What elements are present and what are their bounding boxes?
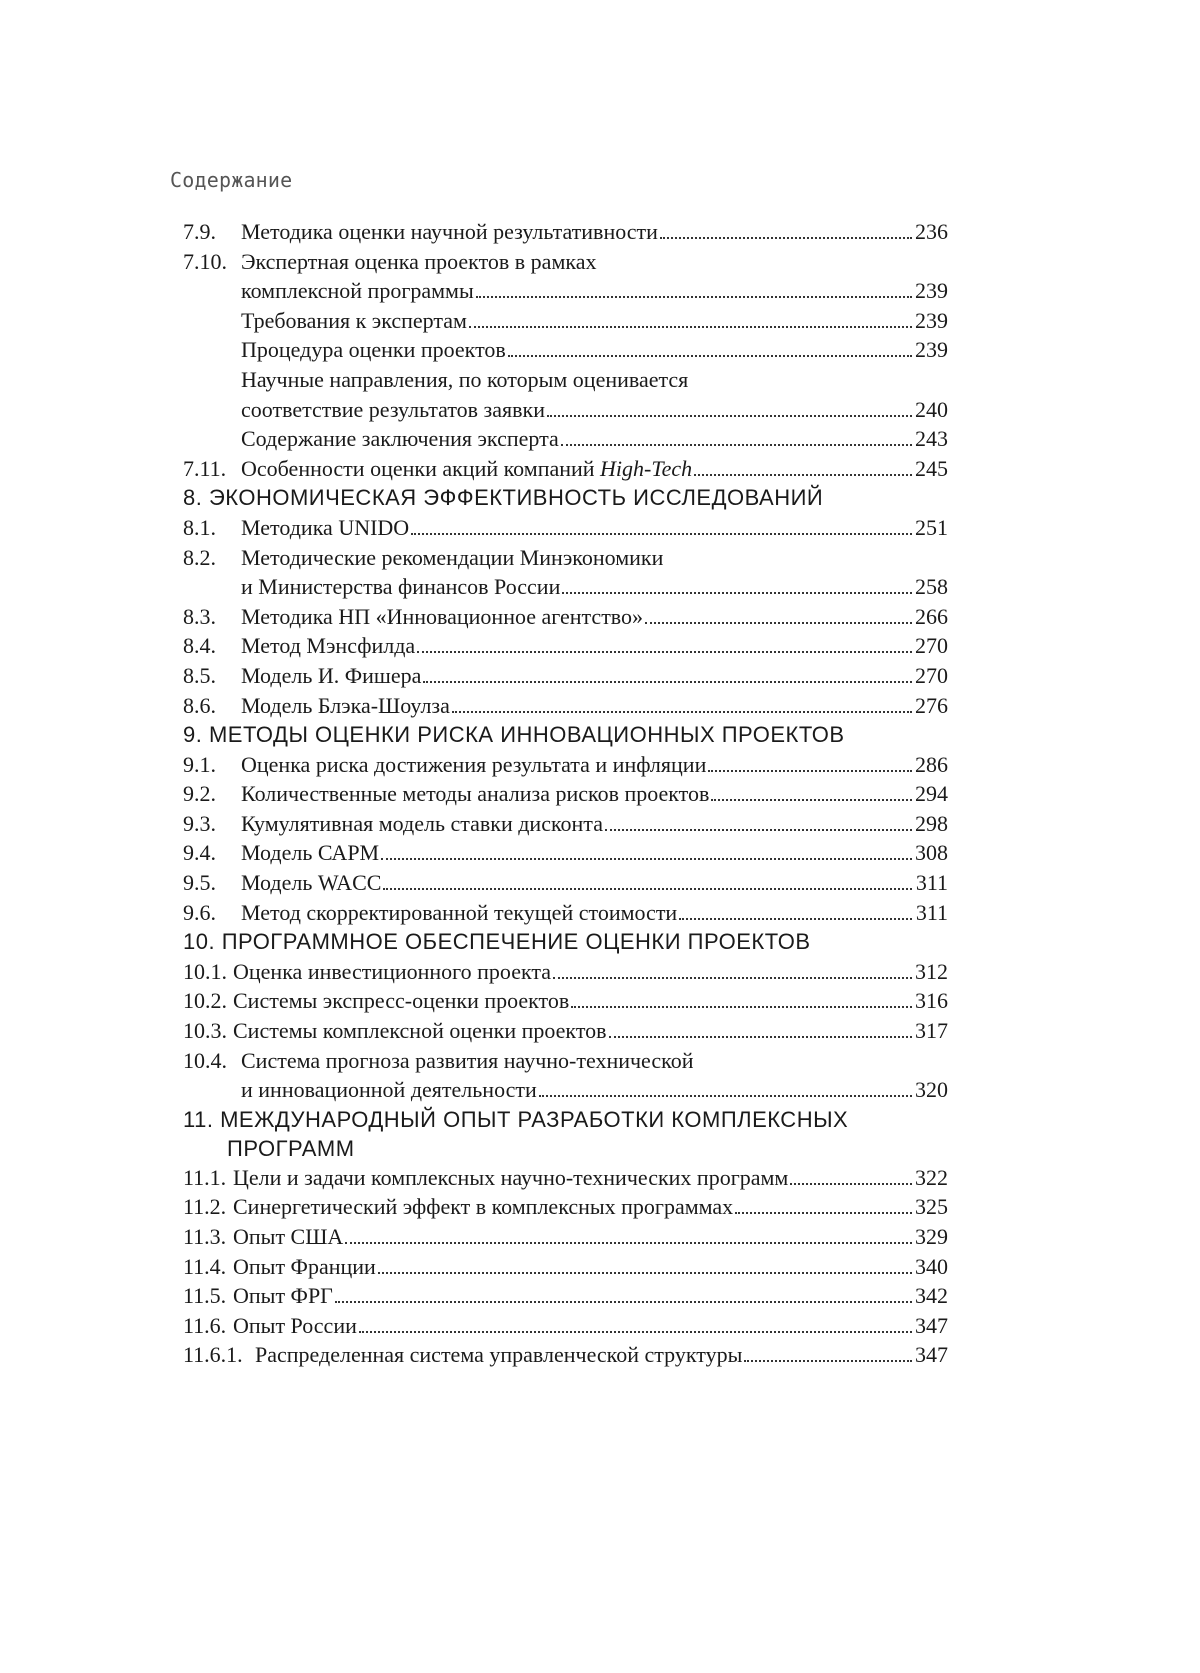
- entry-number: 11.6.: [183, 1312, 227, 1338]
- dot-leader: [417, 651, 912, 653]
- entry-number: 11.5.: [183, 1283, 227, 1309]
- entry-title-text: Опыт Франции: [233, 1253, 376, 1279]
- section-heading-continued: ПРОГРАММ: [227, 1135, 355, 1161]
- toc-entry: [183, 1281, 948, 1311]
- entry-title-text: Особенности оценки акций компаний: [241, 455, 601, 481]
- entry-title-text: Требования к экспертам: [241, 307, 467, 333]
- entry-number: 11.4.: [183, 1253, 227, 1279]
- entry-number: 8.1.: [183, 514, 216, 540]
- dot-leader: [645, 622, 912, 624]
- entry-number: 8.4.: [183, 633, 216, 659]
- entry-title-text: Модель И. Фишера: [241, 662, 422, 688]
- page-number: 236: [915, 219, 948, 244]
- entry-title: [241, 602, 643, 632]
- entry-title: [241, 868, 381, 898]
- entry-title: [241, 661, 421, 691]
- toc-entry: [183, 661, 948, 691]
- entry-title-text: Экспертная оценка проектов в рамках: [241, 248, 597, 274]
- dot-leader: [547, 415, 912, 417]
- toc-entry: [183, 454, 948, 484]
- dot-leader: [711, 799, 912, 801]
- entry-number: 7.10.: [183, 248, 227, 274]
- dot-leader: [345, 1242, 912, 1244]
- page-number: 243: [915, 426, 948, 452]
- page-number: 245: [915, 455, 948, 481]
- entry-title-text: соответствие результатов заявки: [241, 396, 545, 422]
- entry-title-text: Методика UNIDO: [241, 514, 410, 540]
- entry-title: [233, 986, 569, 1016]
- entry-title: [241, 809, 603, 839]
- toc-entry: [183, 1340, 948, 1370]
- running-head: Содержание: [170, 168, 293, 192]
- entry-number: 11.3.: [183, 1224, 227, 1249]
- entry-title: [233, 1281, 333, 1311]
- dot-leader: [735, 1212, 912, 1214]
- page-number: 347: [915, 1312, 948, 1338]
- page-number: 329: [915, 1224, 948, 1249]
- toc-entry: [183, 868, 948, 898]
- toc-entry: [183, 1046, 948, 1076]
- entry-title: [241, 365, 688, 395]
- dot-leader: [744, 1360, 912, 1362]
- entry-title: [241, 838, 379, 868]
- entry-number: 8.2.: [183, 544, 216, 570]
- toc-entry: [183, 602, 948, 632]
- page-number: 311: [915, 899, 948, 925]
- entry-title: [241, 306, 467, 336]
- entry-title: [241, 247, 597, 277]
- entry-title: [241, 543, 663, 573]
- page-number: 340: [915, 1253, 948, 1279]
- toc-entry: [183, 631, 948, 661]
- entry-title: [241, 691, 450, 721]
- dot-leader: [708, 770, 912, 772]
- entry-title: [241, 779, 709, 809]
- entry-title-italic: High-Tech: [600, 455, 693, 481]
- toc-entry: [183, 750, 948, 780]
- page-number: 239: [915, 337, 948, 363]
- toc-entry: [183, 365, 948, 395]
- entry-title: [241, 454, 692, 484]
- entry-title-text: Модель WACC: [241, 870, 382, 896]
- page-number: 239: [915, 307, 948, 333]
- entry-title: [233, 1016, 607, 1046]
- entry-title: [241, 1075, 537, 1105]
- page-number: 308: [915, 840, 948, 866]
- dot-leader: [571, 1006, 912, 1008]
- entry-title-text: Научные направления, по которым оценивается: [241, 366, 689, 392]
- page-number: 258: [915, 574, 948, 600]
- dot-leader: [609, 1036, 912, 1038]
- entry-title-text: Количественные методы анализа рисков проектов: [241, 781, 710, 807]
- entry-title: [241, 898, 677, 928]
- entry-number: 9.2.: [183, 781, 216, 807]
- toc-entry: [183, 1105, 948, 1163]
- dot-leader: [469, 326, 912, 328]
- toc-entry: [183, 898, 948, 928]
- toc-entry: [183, 513, 948, 543]
- entry-title-text: Кумулятивная модель ставки дисконта: [241, 810, 603, 836]
- entry-title: [241, 631, 415, 661]
- toc-entry: [183, 572, 948, 602]
- entry-number: 9.3.: [183, 810, 216, 836]
- entry-title-text: Процедура оценки проектов: [241, 337, 506, 363]
- toc-entry: [183, 1016, 948, 1046]
- page-number: 240: [915, 396, 948, 422]
- entry-title-text: Системы экспресс-оценки проектов: [233, 988, 570, 1014]
- toc-entry: [183, 838, 948, 868]
- toc-entry: [183, 1192, 948, 1222]
- page-number: 322: [915, 1164, 948, 1190]
- entry-title-text: и Министерства финансов России: [241, 574, 561, 600]
- dot-leader: [359, 1331, 912, 1333]
- toc-entry: [183, 927, 948, 957]
- toc-entry: [183, 691, 948, 721]
- entry-title-text: Метод скорректированной текущей стоимости: [241, 899, 678, 925]
- entry-number: 8.5.: [183, 662, 216, 688]
- entry-title: [233, 1192, 733, 1222]
- dot-leader: [378, 1272, 912, 1274]
- entry-title-text: Синергетический эффект в комплексных программах: [233, 1194, 734, 1220]
- entry-title-text: Опыт ФРГ: [233, 1283, 333, 1309]
- entry-number: 11.2.: [183, 1194, 227, 1220]
- dot-leader: [335, 1301, 912, 1303]
- entry-number: 8.6.: [183, 692, 216, 718]
- toc-entry: [183, 957, 948, 987]
- entry-title: [241, 572, 560, 602]
- page-number: 347: [915, 1342, 948, 1368]
- entry-title-text: Оценка инвестиционного проекта: [233, 958, 552, 984]
- page-number: 312: [915, 958, 948, 984]
- entry-title: [255, 1340, 742, 1370]
- entry-title: [233, 1311, 357, 1341]
- dot-leader: [476, 296, 912, 298]
- toc-entry: [183, 986, 948, 1016]
- dot-leader: [411, 533, 912, 535]
- entry-title: [241, 335, 506, 365]
- page-number: 320: [915, 1077, 948, 1103]
- section-number: 11.: [183, 1106, 214, 1132]
- toc-entry: [183, 1163, 948, 1193]
- entry-title: [241, 217, 658, 247]
- entry-title: [241, 750, 706, 780]
- dot-leader: [561, 444, 912, 446]
- entry-number: 10.2.: [183, 988, 227, 1014]
- page-number: 270: [915, 633, 948, 659]
- entry-title-text: Распределенная система управленческой структуры: [255, 1342, 743, 1368]
- entry-title-text: Содержание заключения эксперта: [241, 426, 559, 452]
- toc-entry: [183, 1222, 948, 1252]
- toc-entry: [183, 1075, 948, 1105]
- entry-number: 7.11.: [183, 455, 227, 481]
- toc-entry: [183, 779, 948, 809]
- entry-title-text: Системы комплексной оценки проектов: [233, 1018, 607, 1044]
- entry-number: 9.1.: [183, 751, 216, 777]
- entry-title: [241, 276, 474, 306]
- page-number: 270: [915, 662, 948, 688]
- entry-number: 9.5.: [183, 870, 216, 896]
- page-number: 342: [915, 1283, 948, 1309]
- page-number: 298: [915, 810, 948, 836]
- page-number: 239: [915, 278, 948, 304]
- page-number: 316: [915, 988, 948, 1014]
- section-heading: МЕЖДУНАРОДНЫЙ ОПЫТ РАЗРАБОТКИ КОМПЛЕКСНЫХ: [220, 1106, 849, 1132]
- entry-title-text: Модель САРМ: [241, 840, 380, 866]
- page-number: 294: [915, 781, 948, 807]
- toc-entry: [183, 809, 948, 839]
- toc-entry: [183, 720, 948, 750]
- entry-title: [241, 1046, 693, 1076]
- dot-leader: [605, 829, 912, 831]
- dot-leader: [660, 237, 912, 239]
- section-heading: 10. ПРОГРАММНОЕ ОБЕСПЕЧЕНИЕ ОЦЕНКИ ПРОЕКТОВ: [183, 929, 811, 955]
- entry-title-text: и инновационной деятельности: [241, 1077, 537, 1103]
- entry-title-text: Оценка риска достижения результата и инфляции: [241, 751, 707, 777]
- toc-entry: [183, 276, 948, 306]
- entry-title: [233, 1252, 376, 1282]
- page-number: 276: [915, 692, 948, 718]
- toc-entry: [183, 1311, 948, 1341]
- dot-leader: [381, 858, 912, 860]
- entry-title-text: Методика НП «Инновационное агентство»: [241, 603, 644, 629]
- entry-number: 9.6.: [183, 899, 216, 925]
- toc-entry: [183, 1252, 948, 1282]
- toc-entry: [183, 335, 948, 365]
- page-number: 317: [915, 1018, 948, 1044]
- entry-number: 8.3.: [183, 603, 216, 629]
- toc-entry: [183, 424, 948, 454]
- dot-leader: [423, 681, 912, 683]
- entry-title: [241, 395, 545, 425]
- entry-number: 11.6.1.: [183, 1342, 243, 1368]
- dot-leader: [452, 711, 912, 713]
- toc-entry: [183, 483, 948, 513]
- toc-entry: [183, 543, 948, 573]
- entry-title-text: Методические рекомендации Минэкономики: [241, 544, 664, 570]
- page-number: 286: [915, 751, 948, 777]
- dot-leader: [562, 592, 912, 594]
- section-heading: 8. ЭКОНОМИЧЕСКАЯ ЭФФЕКТИВНОСТЬ ИССЛЕДОВАНИЙ: [183, 485, 824, 511]
- entry-number: 9.4.: [183, 840, 216, 866]
- entry-title-text: Цели и задачи комплексных научно-технических программ: [233, 1164, 789, 1190]
- section-heading: 9. МЕТОДЫ ОЦЕНКИ РИСКА ИННОВАЦИОННЫХ ПРОЕКТОВ: [183, 722, 845, 748]
- dot-leader: [508, 355, 912, 357]
- page-number: 325: [915, 1194, 948, 1220]
- entry-title: [233, 1163, 788, 1193]
- entry-title-text: Опыт США: [233, 1224, 344, 1249]
- dot-leader: [694, 474, 912, 476]
- entry-number: 10.3.: [183, 1018, 227, 1044]
- entry-number: 10.4.: [183, 1047, 227, 1073]
- entry-title-text: комплексной программы: [241, 278, 474, 304]
- entry-number: 10.1.: [183, 958, 227, 984]
- entry-title: [241, 513, 409, 543]
- toc-entry: [183, 306, 948, 336]
- entry-title-text: Методика оценки научной результативности: [241, 219, 658, 244]
- entry-number: 11.1.: [183, 1164, 227, 1190]
- dot-leader: [790, 1183, 912, 1185]
- entry-title: [233, 957, 551, 987]
- entry-title-text: Система прогноза развития научно-технической: [241, 1047, 694, 1073]
- toc-entry: [183, 395, 948, 425]
- entry-title: [233, 1222, 343, 1252]
- toc-entry: [183, 217, 948, 247]
- page-number: 251: [915, 514, 948, 540]
- dot-leader: [553, 977, 912, 979]
- page-number: 266: [915, 603, 948, 629]
- toc-entry: [183, 247, 948, 277]
- entry-title-text: Опыт России: [233, 1312, 357, 1338]
- entry-title-text: Метод Мэнсфилда: [241, 633, 416, 659]
- entry-title-text: Модель Блэка-Шоулза: [241, 692, 450, 718]
- table-of-contents: [183, 217, 948, 1370]
- dot-leader: [383, 888, 912, 890]
- entry-number: 7.9.: [183, 219, 216, 244]
- dot-leader: [679, 918, 912, 920]
- dot-leader: [539, 1095, 912, 1097]
- entry-title: [241, 424, 559, 454]
- page-number: 311: [915, 870, 948, 896]
